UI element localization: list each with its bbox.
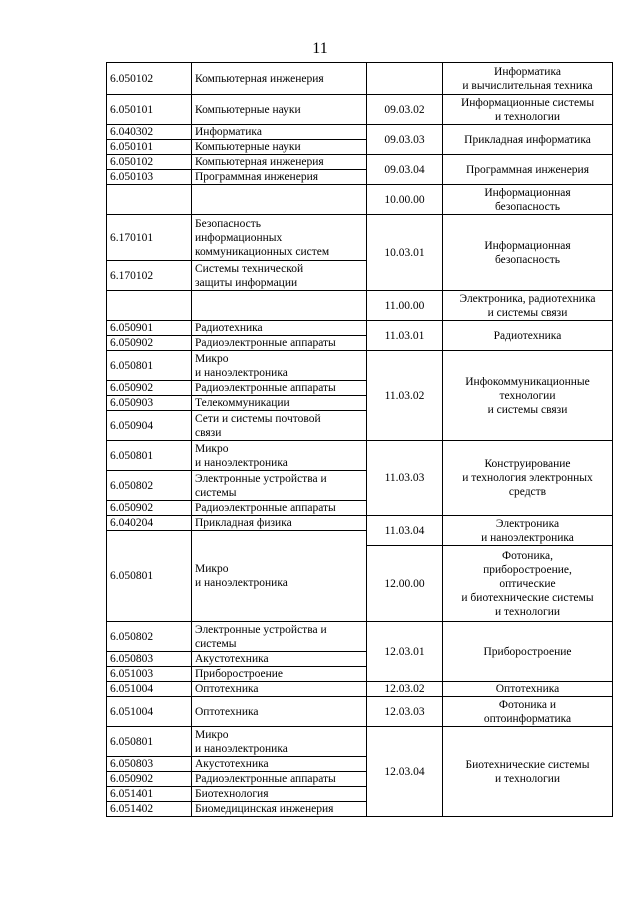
table-row [107, 125, 613, 140]
table-row [107, 727, 613, 757]
old-name-cell: Сети и системы почтовой связи [192, 411, 367, 441]
old-name-cell: Программная инженерия [192, 170, 367, 185]
old-code-cell: 6.050801 [107, 531, 192, 622]
new-name-cell: Фотоника, приборостроение, оптические и биотехнические системы и технологии [443, 546, 613, 622]
old-code-cell: 6.050801 [107, 727, 192, 757]
new-code-cell: 09.03.03 [367, 125, 443, 155]
new-code-cell: 09.03.02 [367, 95, 443, 125]
old-name-cell: Безопасность информационных коммуникационных систем [192, 215, 367, 261]
new-code-cell: 11.03.03 [367, 441, 443, 516]
old-name-cell: Радиоэлектронные аппараты [192, 501, 367, 516]
old-name-cell: Электронные устройства и системы [192, 622, 367, 652]
old-name-cell: Акустотехника [192, 757, 367, 772]
table-row [107, 321, 613, 336]
table-row [107, 622, 613, 652]
old-name-cell: Компьютерные науки [192, 140, 367, 155]
new-name-cell: Информационная безопасность [443, 185, 613, 215]
table-row [107, 351, 613, 381]
old-code-cell: 6.050803 [107, 652, 192, 667]
new-name-cell: Информационная безопасность [443, 215, 613, 291]
old-code-cell: 6.051402 [107, 802, 192, 817]
old-name-cell: Информатика [192, 125, 367, 140]
old-name-cell: Электронные устройства и системы [192, 471, 367, 501]
new-name-cell: Приборостроение [443, 622, 613, 682]
specialty-correspondence-table [106, 62, 613, 817]
table-row [107, 63, 613, 95]
old-name-cell: Радиоэлектронные аппараты [192, 336, 367, 351]
new-code-cell: 12.03.03 [367, 697, 443, 727]
new-code-cell: 12.00.00 [367, 546, 443, 622]
old-code-cell: 6.050101 [107, 140, 192, 155]
new-name-cell: Электроника и наноэлектроника [443, 516, 613, 546]
new-code-cell: 11.00.00 [367, 291, 443, 321]
table-row [107, 516, 613, 531]
old-code-cell: 6.050102 [107, 63, 192, 95]
new-code-cell [367, 63, 443, 95]
table-row [107, 291, 613, 321]
new-name-cell: Прикладная информатика [443, 125, 613, 155]
new-name-cell: Электроника, радиотехника и системы связи [443, 291, 613, 321]
new-name-cell: Конструирование и технология электронных средств [443, 441, 613, 516]
old-name-cell: Прикладная физика [192, 516, 367, 531]
table-row [107, 682, 613, 697]
page-number: 11 [312, 40, 328, 57]
old-name-cell: Микро и наноэлектроника [192, 441, 367, 471]
old-name-cell [192, 291, 367, 321]
old-code-cell: 6.050101 [107, 95, 192, 125]
old-code-cell: 6.051004 [107, 697, 192, 727]
new-name-cell: Программная инженерия [443, 155, 613, 185]
old-name-cell: Акустотехника [192, 652, 367, 667]
old-code-cell [107, 185, 192, 215]
old-name-cell: Радиоэлектронные аппараты [192, 772, 367, 787]
old-name-cell: Микро и наноэлектроника [192, 351, 367, 381]
table-row [107, 215, 613, 261]
old-code-cell: 6.040302 [107, 125, 192, 140]
old-code-cell: 6.050901 [107, 321, 192, 336]
new-code-cell: 12.03.01 [367, 622, 443, 682]
new-name-cell: Информатика и вычислительная техника [443, 63, 613, 95]
new-name-cell: Биотехнические системы и технологии [443, 727, 613, 817]
new-code-cell: 11.03.04 [367, 516, 443, 546]
old-code-cell: 6.051003 [107, 667, 192, 682]
old-name-cell: Оптотехника [192, 697, 367, 727]
old-code-cell: 6.050803 [107, 757, 192, 772]
old-code-cell: 6.051401 [107, 787, 192, 802]
new-name-cell: Информационные системы и технологии [443, 95, 613, 125]
old-code-cell: 6.040204 [107, 516, 192, 531]
new-name-cell: Фотоника и оптоинформатика [443, 697, 613, 727]
old-code-cell: 6.050801 [107, 441, 192, 471]
new-code-cell: 10.00.00 [367, 185, 443, 215]
old-name-cell: Оптотехника [192, 682, 367, 697]
old-code-cell: 6.050902 [107, 336, 192, 351]
table-row [107, 697, 613, 727]
old-name-cell: Телекоммуникации [192, 396, 367, 411]
new-code-cell: 12.03.04 [367, 727, 443, 817]
old-code-cell: 6.050102 [107, 155, 192, 170]
old-name-cell: Радиотехника [192, 321, 367, 336]
old-name-cell: Биомедицинская инженерия [192, 802, 367, 817]
table-row [107, 95, 613, 125]
new-code-cell: 11.03.02 [367, 351, 443, 441]
new-code-cell: 12.03.02 [367, 682, 443, 697]
new-name-cell: Инфокоммуникационные технологии и системы связи [443, 351, 613, 441]
old-code-cell: 6.050902 [107, 772, 192, 787]
old-code-cell: 6.051004 [107, 682, 192, 697]
old-code-cell [107, 291, 192, 321]
old-code-cell: 6.050902 [107, 501, 192, 516]
old-name-cell [192, 185, 367, 215]
old-code-cell: 6.050903 [107, 396, 192, 411]
old-code-cell: 6.050801 [107, 351, 192, 381]
old-name-cell: Компьютерная инженерия [192, 155, 367, 170]
new-name-cell: Радиотехника [443, 321, 613, 351]
old-name-cell: Биотехнология [192, 787, 367, 802]
old-code-cell: 6.050902 [107, 381, 192, 396]
old-code-cell: 6.170101 [107, 215, 192, 261]
new-code-cell: 09.03.04 [367, 155, 443, 185]
table-row [107, 441, 613, 471]
old-name-cell: Радиоэлектронные аппараты [192, 381, 367, 396]
old-name-cell: Компьютерные науки [192, 95, 367, 125]
old-name-cell: Микро и наноэлектроника [192, 727, 367, 757]
new-name-cell: Оптотехника [443, 682, 613, 697]
old-code-cell: 6.050802 [107, 622, 192, 652]
old-name-cell: Приборостроение [192, 667, 367, 682]
old-name-cell: Микро и наноэлектроника [192, 531, 367, 622]
new-code-cell: 10.03.01 [367, 215, 443, 291]
old-name-cell: Системы технической защиты информации [192, 261, 367, 291]
old-code-cell: 6.170102 [107, 261, 192, 291]
old-code-cell: 6.050103 [107, 170, 192, 185]
table-row [107, 185, 613, 215]
new-code-cell: 11.03.01 [367, 321, 443, 351]
old-name-cell: Компьютерная инженерия [192, 63, 367, 95]
old-code-cell: 6.050802 [107, 471, 192, 501]
table-row [107, 155, 613, 170]
old-code-cell: 6.050904 [107, 411, 192, 441]
